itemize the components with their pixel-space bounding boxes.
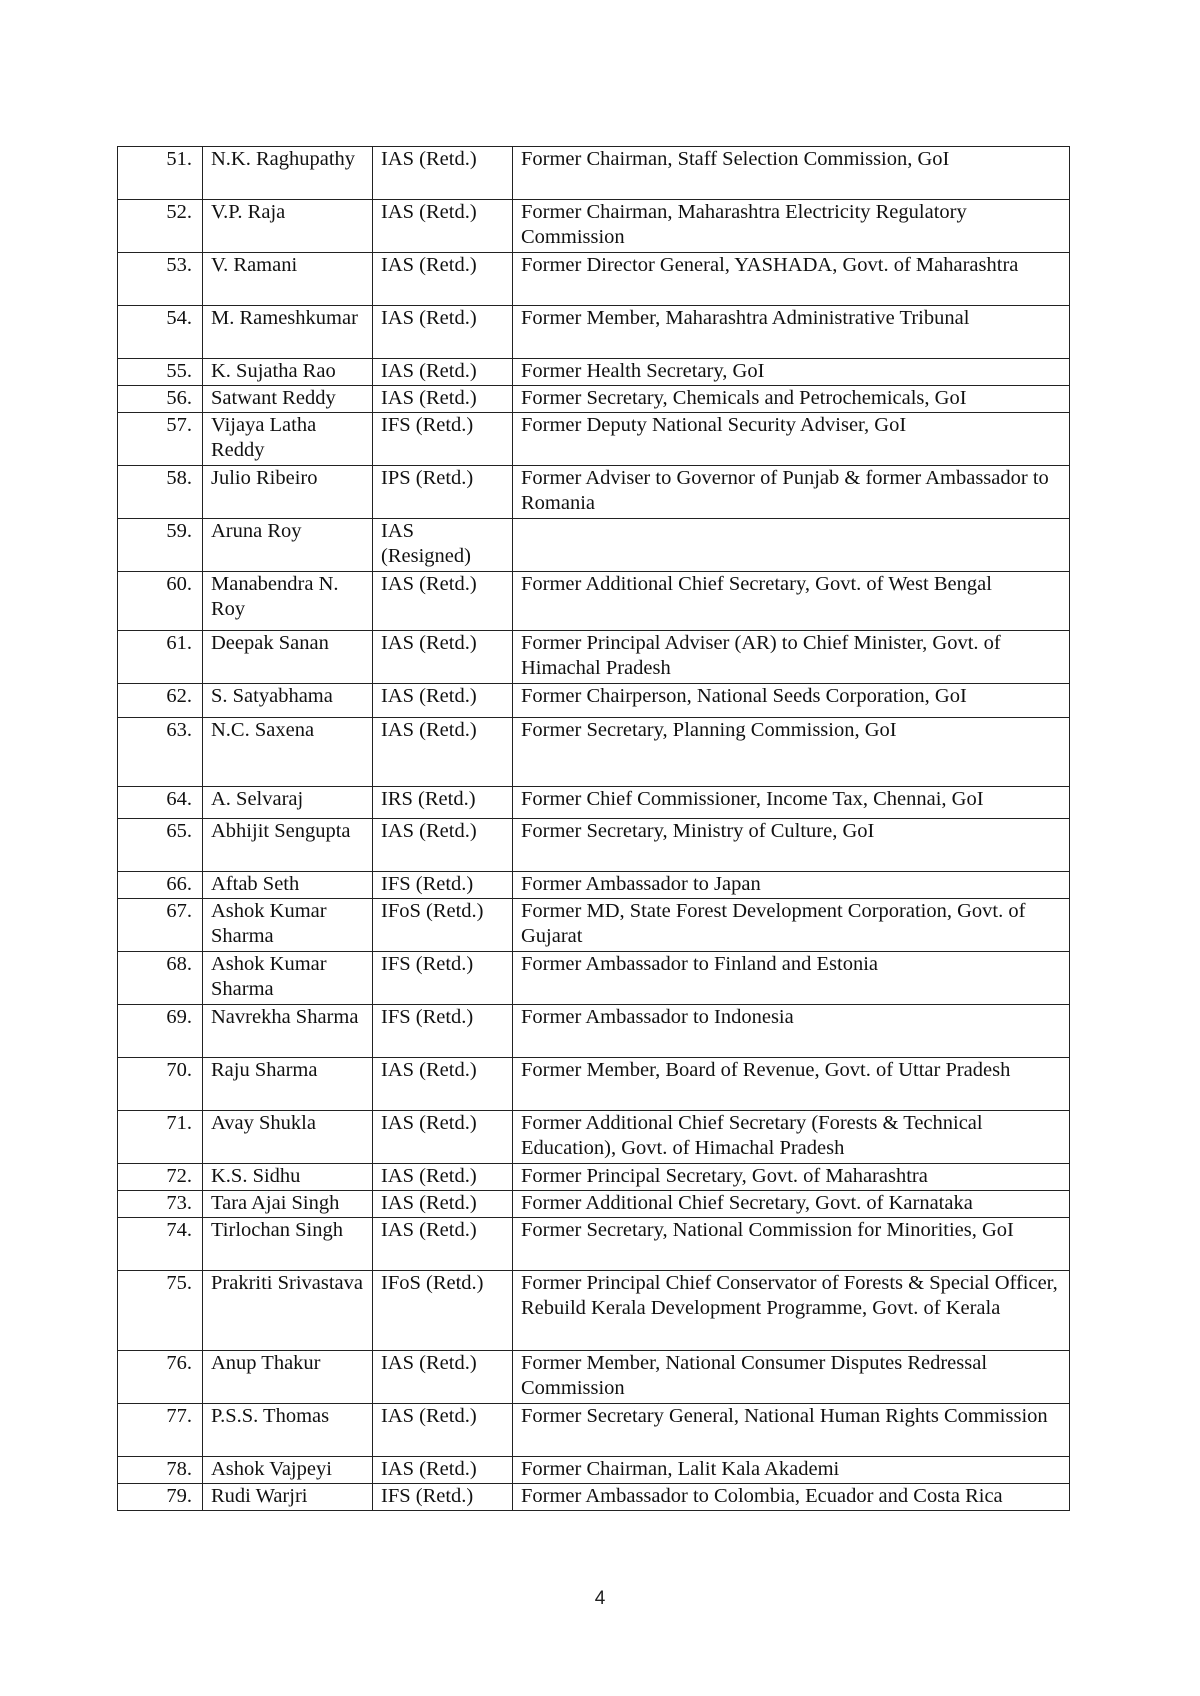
position-cell: Former Principal Adviser (AR) to Chief Minister, Govt. of Himachal Pradesh xyxy=(513,631,1070,684)
service-cell: IAS (Retd.) xyxy=(373,1351,513,1404)
serial-number-cell: 56. xyxy=(118,386,203,413)
table-row xyxy=(118,1058,1070,1111)
table-row xyxy=(118,1191,1070,1218)
name-cell: K.S. Sidhu xyxy=(203,1164,373,1191)
position-cell: Former Chairman, Lalit Kala Akademi xyxy=(513,1457,1070,1484)
name-cell: V. Ramani xyxy=(203,253,373,306)
table-row xyxy=(118,872,1070,899)
serial-number-cell: 62. xyxy=(118,684,203,718)
service-cell: IAS (Retd.) xyxy=(373,147,513,200)
service-cell: IAS (Retd.) xyxy=(373,1218,513,1271)
table-row xyxy=(118,1005,1070,1058)
table-row xyxy=(118,1271,1070,1351)
serial-number-cell: 58. xyxy=(118,466,203,519)
position-cell: Former Chief Commissioner, Income Tax, Chennai, GoI xyxy=(513,787,1070,819)
position-cell: Former Ambassador to Finland and Estonia xyxy=(513,952,1070,1005)
serial-number-cell: 61. xyxy=(118,631,203,684)
service-cell: IAS (Retd.) xyxy=(373,1164,513,1191)
position-cell: Former Deputy National Security Adviser, GoI xyxy=(513,413,1070,466)
serial-number-cell: 71. xyxy=(118,1111,203,1164)
service-cell: IFoS (Retd.) xyxy=(373,899,513,952)
serial-number-cell: 73. xyxy=(118,1191,203,1218)
position-cell: Former Member, Maharashtra Administrative Tribunal xyxy=(513,306,1070,359)
service-cell: IAS (Retd.) xyxy=(373,1058,513,1111)
position-cell: Former Ambassador to Colombia, Ecuador and Costa Rica xyxy=(513,1484,1070,1511)
name-cell: Tirlochan Singh xyxy=(203,1218,373,1271)
name-cell: Rudi Warjri xyxy=(203,1484,373,1511)
service-cell: IAS (Retd.) xyxy=(373,386,513,413)
position-cell: Former Additional Chief Secretary, Govt. of Karnataka xyxy=(513,1191,1070,1218)
name-cell: Anup Thakur xyxy=(203,1351,373,1404)
table-row xyxy=(118,952,1070,1005)
table-row xyxy=(118,631,1070,684)
position-cell: Former Health Secretary, GoI xyxy=(513,359,1070,386)
serial-number-cell: 51. xyxy=(118,147,203,200)
service-cell: IFS (Retd.) xyxy=(373,413,513,466)
name-cell: Raju Sharma xyxy=(203,1058,373,1111)
table-row xyxy=(118,684,1070,718)
name-cell: Deepak Sanan xyxy=(203,631,373,684)
table-row xyxy=(118,718,1070,787)
service-cell: IPS (Retd.) xyxy=(373,466,513,519)
serial-number-cell: 53. xyxy=(118,253,203,306)
name-cell: P.S.S. Thomas xyxy=(203,1404,373,1457)
service-cell: IAS (Retd.) xyxy=(373,200,513,253)
serial-number-cell: 74. xyxy=(118,1218,203,1271)
table-row xyxy=(118,306,1070,359)
service-cell: IAS (Retd.) xyxy=(373,631,513,684)
service-cell: IAS (Retd.) xyxy=(373,253,513,306)
name-cell: N.K. Raghupathy xyxy=(203,147,373,200)
service-cell: IAS (Retd.) xyxy=(373,359,513,386)
serial-number-cell: 57. xyxy=(118,413,203,466)
service-cell: IAS (Retd.) xyxy=(373,1111,513,1164)
position-cell: Former Principal Chief Conservator of Forests & Special Officer, Rebuild Kerala Development Programme, Govt. of Kerala xyxy=(513,1271,1070,1351)
service-cell: IAS (Retd.) xyxy=(373,1404,513,1457)
table-row xyxy=(118,1404,1070,1457)
position-cell: Former Chairman, Staff Selection Commission, GoI xyxy=(513,147,1070,200)
serial-number-cell: 52. xyxy=(118,200,203,253)
service-cell: IAS (Retd.) xyxy=(373,1457,513,1484)
table-row xyxy=(118,466,1070,519)
position-cell xyxy=(513,519,1070,572)
table-row xyxy=(118,519,1070,572)
service-cell: IAS (Retd.) xyxy=(373,1191,513,1218)
table-row xyxy=(118,787,1070,819)
name-cell: Aruna Roy xyxy=(203,519,373,572)
name-cell: Prakriti Srivastava xyxy=(203,1271,373,1351)
table-row xyxy=(118,819,1070,872)
name-cell: S. Satyabhama xyxy=(203,684,373,718)
name-cell: M. Rameshkumar xyxy=(203,306,373,359)
signatories-table-body xyxy=(118,147,1070,1511)
position-cell: Former Member, National Consumer Disputes Redressal Commission xyxy=(513,1351,1070,1404)
serial-number-cell: 79. xyxy=(118,1484,203,1511)
position-cell: Former Additional Chief Secretary (Forests & Technical Education), Govt. of Himachal Pradesh xyxy=(513,1111,1070,1164)
table-row xyxy=(118,572,1070,631)
position-cell: Former MD, State Forest Development Corporation, Govt. of Gujarat xyxy=(513,899,1070,952)
name-cell: Tara Ajai Singh xyxy=(203,1191,373,1218)
position-cell: Former Ambassador to Japan xyxy=(513,872,1070,899)
name-cell: Vijaya Latha Reddy xyxy=(203,413,373,466)
service-cell: IFoS (Retd.) xyxy=(373,1271,513,1351)
table-row xyxy=(118,413,1070,466)
serial-number-cell: 59. xyxy=(118,519,203,572)
table-row xyxy=(118,147,1070,200)
service-cell: IRS (Retd.) xyxy=(373,787,513,819)
serial-number-cell: 66. xyxy=(118,872,203,899)
name-cell: Julio Ribeiro xyxy=(203,466,373,519)
table-row xyxy=(118,386,1070,413)
table-row xyxy=(118,1111,1070,1164)
position-cell: Former Adviser to Governor of Punjab & former Ambassador to Romania xyxy=(513,466,1070,519)
position-cell: Former Chairman, Maharashtra Electricity Regulatory Commission xyxy=(513,200,1070,253)
serial-number-cell: 55. xyxy=(118,359,203,386)
service-cell: IFS (Retd.) xyxy=(373,872,513,899)
position-cell: Former Director General, YASHADA, Govt. of Maharashtra xyxy=(513,253,1070,306)
serial-number-cell: 54. xyxy=(118,306,203,359)
name-cell: Ashok Kumar Sharma xyxy=(203,899,373,952)
service-cell: IAS (Retd.) xyxy=(373,819,513,872)
service-cell: IAS (Retd.) xyxy=(373,306,513,359)
table-row xyxy=(118,1484,1070,1511)
serial-number-cell: 63. xyxy=(118,718,203,787)
position-cell: Former Secretary General, National Human Rights Commission xyxy=(513,1404,1070,1457)
name-cell: Avay Shukla xyxy=(203,1111,373,1164)
table-row xyxy=(118,253,1070,306)
serial-number-cell: 68. xyxy=(118,952,203,1005)
position-cell: Former Principal Secretary, Govt. of Maharashtra xyxy=(513,1164,1070,1191)
serial-number-cell: 75. xyxy=(118,1271,203,1351)
table-row xyxy=(118,1164,1070,1191)
service-cell: IAS (Retd.) xyxy=(373,684,513,718)
position-cell: Former Secretary, National Commission for Minorities, GoI xyxy=(513,1218,1070,1271)
name-cell: Satwant Reddy xyxy=(203,386,373,413)
serial-number-cell: 60. xyxy=(118,572,203,631)
serial-number-cell: 77. xyxy=(118,1404,203,1457)
serial-number-cell: 76. xyxy=(118,1351,203,1404)
service-cell: IFS (Retd.) xyxy=(373,1005,513,1058)
name-cell: Abhijit Sengupta xyxy=(203,819,373,872)
serial-number-cell: 65. xyxy=(118,819,203,872)
name-cell: V.P. Raja xyxy=(203,200,373,253)
table-row xyxy=(118,1218,1070,1271)
name-cell: Manabendra N. Roy xyxy=(203,572,373,631)
position-cell: Former Chairperson, National Seeds Corporation, GoI xyxy=(513,684,1070,718)
name-cell: Ashok Vajpeyi xyxy=(203,1457,373,1484)
service-cell: IFS (Retd.) xyxy=(373,1484,513,1511)
service-cell: IAS (Resigned) xyxy=(373,519,513,572)
service-cell: IAS (Retd.) xyxy=(373,572,513,631)
position-cell: Former Ambassador to Indonesia xyxy=(513,1005,1070,1058)
position-cell: Former Secretary, Planning Commission, GoI xyxy=(513,718,1070,787)
name-cell: Navrekha Sharma xyxy=(203,1005,373,1058)
position-cell: Former Additional Chief Secretary, Govt. of West Bengal xyxy=(513,572,1070,631)
position-cell: Former Secretary, Chemicals and Petrochemicals, GoI xyxy=(513,386,1070,413)
serial-number-cell: 72. xyxy=(118,1164,203,1191)
name-cell: K. Sujatha Rao xyxy=(203,359,373,386)
serial-number-cell: 78. xyxy=(118,1457,203,1484)
position-cell: Former Member, Board of Revenue, Govt. of Uttar Pradesh xyxy=(513,1058,1070,1111)
table-row xyxy=(118,359,1070,386)
service-cell: IFS (Retd.) xyxy=(373,952,513,1005)
table-row xyxy=(118,899,1070,952)
serial-number-cell: 64. xyxy=(118,787,203,819)
position-cell: Former Secretary, Ministry of Culture, GoI xyxy=(513,819,1070,872)
signatories-table xyxy=(117,146,1070,1511)
serial-number-cell: 67. xyxy=(118,899,203,952)
service-cell: IAS (Retd.) xyxy=(373,718,513,787)
page-number: 4 xyxy=(594,1588,606,1609)
name-cell: Ashok Kumar Sharma xyxy=(203,952,373,1005)
table-row xyxy=(118,1457,1070,1484)
name-cell: N.C. Saxena xyxy=(203,718,373,787)
serial-number-cell: 69. xyxy=(118,1005,203,1058)
table-row xyxy=(118,200,1070,253)
serial-number-cell: 70. xyxy=(118,1058,203,1111)
name-cell: A. Selvaraj xyxy=(203,787,373,819)
table-row xyxy=(118,1351,1070,1404)
name-cell: Aftab Seth xyxy=(203,872,373,899)
